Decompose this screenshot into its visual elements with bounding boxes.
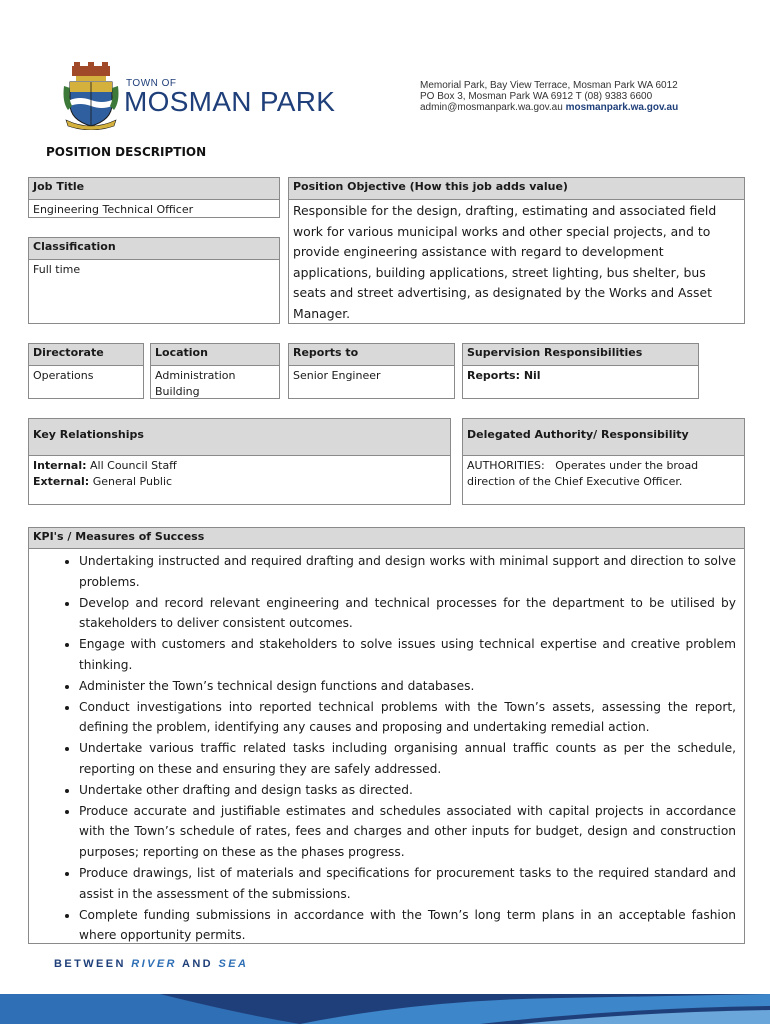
internal-line — [33, 458, 446, 474]
document-title: POSITION DESCRIPTION — [46, 145, 207, 159]
kpi-item: • Complete funding submissions in accordance with the Town’s long term plans in an acceptable fashion where opportunity permits. — [79, 905, 736, 947]
town-name: MOSMAN PARK — [124, 86, 336, 117]
website-link[interactable]: mosmanpark.wa.gov.au — [565, 102, 679, 113]
directorate-value: Operations — [33, 369, 94, 382]
classification-value: Full time — [33, 263, 81, 276]
kpi-box — [28, 527, 745, 944]
reports-to-box — [288, 343, 455, 399]
position-objective-label: Position Objective (How this job adds value) — [289, 178, 744, 200]
supervision-label: Supervision Responsibilities — [463, 344, 698, 366]
kpi-list — [29, 549, 744, 950]
key-relationships-box — [28, 418, 451, 505]
job-title-label: Job Title — [29, 178, 279, 200]
external-line — [33, 474, 446, 490]
kpi-item: • Undertaking instructed and required drafting and design works with minimal support and direction to solve problems. — [79, 551, 736, 593]
kpi-item: • Produce accurate and justifiable estimates and schedules associated with capital projects in accordance with the Town’s schedule of rates, fees and charges and other inputs for budget, design and construction purposes; reporting on these as the phases progress. — [79, 801, 736, 863]
kpi-item: • Engage with customers and stakeholders to solve issues using technical expertise and creative problem thinking. — [79, 634, 736, 676]
internal-value: All Council Staff — [90, 459, 177, 472]
classification-label: Classification — [29, 238, 279, 260]
directorate-label: Directorate — [29, 344, 143, 366]
email-link[interactable]: admin@mosmanpark.wa.gov.au — [420, 102, 563, 113]
town-crest-logo — [62, 62, 120, 130]
reports-to-label: Reports to — [289, 344, 454, 366]
kpi-item: • Produce drawings, list of materials and specifications for procurement tasks to the required standard and assist in the assessment of the submissions. — [79, 863, 736, 905]
tagline-sea: SEA — [218, 958, 249, 970]
tagline-and: AND — [181, 958, 214, 970]
kpi-item: • Administer the Town’s technical design functions and databases. — [79, 676, 736, 697]
external-label: External: — [33, 475, 90, 488]
kpi-item: • Undertake other drafting and design tasks as directed. — [79, 780, 736, 801]
kpi-item: • Conduct investigations into reported technical problems with the Town’s assets, assessing the report, defining the problem, identifying any causes and proposing and undertaking remedial action. — [79, 697, 736, 739]
position-objective-value: Responsible for the design, drafting, estimating and associated field work for various municipal works and other special projects, and to provide engineering assistance with regard to development applications, building applications, street lighting, bus shelter, bus seats and street advertising, as designated by the Works and Asset Manager. — [293, 203, 717, 321]
external-value: General Public — [92, 475, 173, 488]
email-website-line — [420, 102, 678, 113]
location-label: Location — [151, 344, 279, 366]
internal-label: Internal: — [33, 459, 87, 472]
supervision-box — [462, 343, 699, 399]
footer-wave-band — [0, 994, 770, 1024]
contact-block — [420, 80, 678, 113]
kpi-label: KPI's / Measures of Success — [29, 528, 744, 549]
tagline-between: BETWEEN — [54, 958, 126, 970]
footer-tagline — [54, 958, 248, 970]
job-title-box — [28, 177, 280, 218]
kpi-item: • Develop and record relevant engineering and technical processes for the department to be utilised by stakeholders to deliver consistent outcomes. — [79, 593, 736, 635]
location-value: Administration Building — [155, 369, 236, 398]
delegated-authority-box — [462, 418, 745, 505]
key-relationships-value — [29, 456, 450, 492]
town-of-label: TOWN OF — [126, 78, 177, 89]
delegated-authority-value: AUTHORITIES: Operates under the broad direction of the Chief Executive Officer. — [467, 459, 702, 488]
address-line-2: PO Box 3, Mosman Park WA 6912 T (08) 9383 6600 — [420, 91, 653, 102]
address-line-1: Memorial Park, Bay View Terrace, Mosman Park WA 6012 — [420, 80, 678, 91]
reports-to-value: Senior Engineer — [293, 369, 381, 382]
tagline-river: RIVER — [131, 958, 177, 970]
supervision-value: Reports: Nil — [467, 369, 541, 382]
classification-box — [28, 237, 280, 324]
key-relationships-label: Key Relationships — [29, 419, 450, 456]
position-objective-box — [288, 177, 745, 324]
directorate-box — [28, 343, 144, 399]
delegated-authority-label: Delegated Authority/ Responsibility — [463, 419, 744, 456]
kpi-item: • Undertake various traffic related tasks including organising annual traffic counts as per the schedule, reporting on these and ensuring they are safely addressed. — [79, 738, 736, 780]
location-box — [150, 343, 280, 399]
job-title-value: Engineering Technical Officer — [33, 203, 194, 216]
